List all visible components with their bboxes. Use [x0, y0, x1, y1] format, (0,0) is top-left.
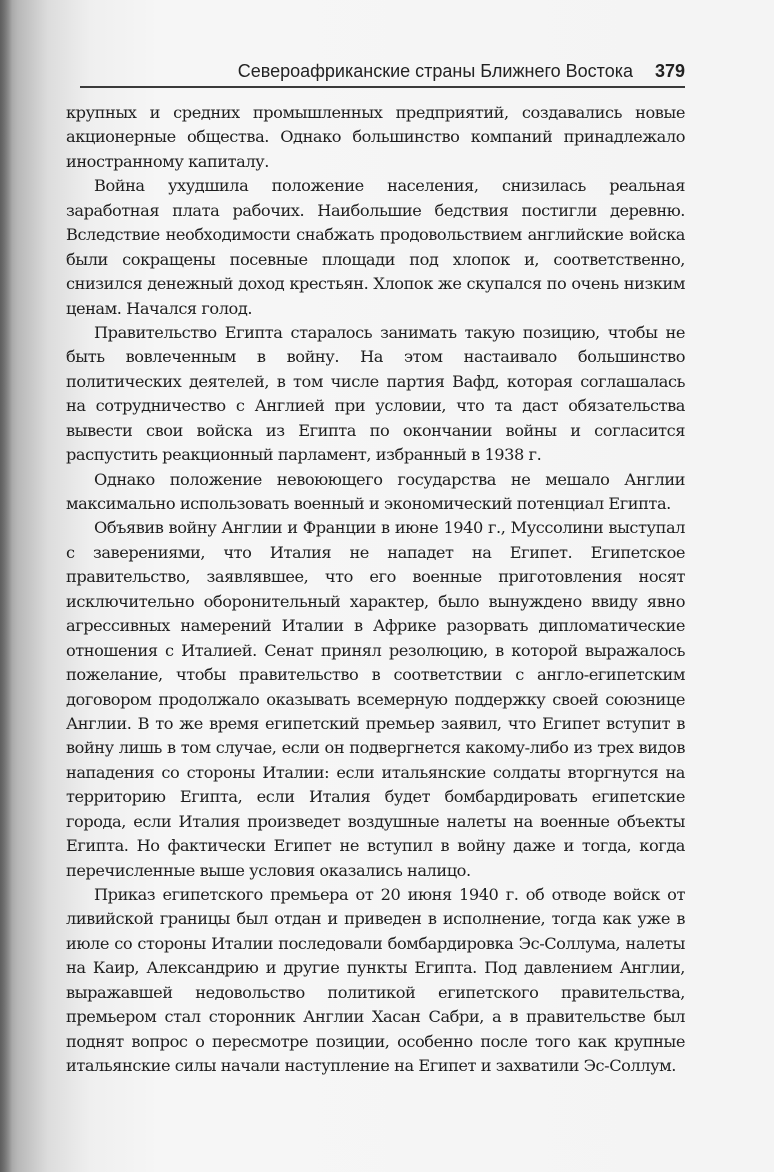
- running-header-title: Североафриканские страны Ближнего Востока: [237, 61, 633, 81]
- paragraph: Однако положение невоюющего государства не мешало Англии максимально использовать военный и экономический потенциал Египта.: [66, 469, 685, 513]
- paragraph: Приказ египетского премьера от 20 июня 1940 г. об отводе войск от ливийской границы был отдан и приведен в исполнение, тогда как уже в июле со стороны Италии последовали бомбардировка Эс-Соллума, налеты на Каир, Александрию и другие пункты Египта. Под давлением Англии, выражавшей недовольство политикой египетского правительства, премьером стал сторонник Англии Хасан Сабри, а в правительстве был поднят вопрос о пересмотре позиции, особенно после того как крупные итальянские силы начали наступление на Египет и захватили Эс-Соллум.: [66, 885, 685, 1076]
- paragraph: Объявив войну Англии и Франции в июне 1940 г., Муссолини выступал с заверениями, что Италия не нападет на Египет. Египетское правительство, заявлявшее, что его военные приготовления носят исключительно оборонительный характер, было вынуждено ввиду явно агрессивных намерений Италии в Африке разорвать дипломатические отношения с Италией. Сенат принял резолюцию, в которой выражалось пожелание, чтобы правительство в соответствии с англо-египетским договором продолжало оказывать всемерную поддержку своей союзнице Англии. В то же время египетский премьер заявил, что Египет вступит в войну лишь в том случае, если он подвергнется какому-либо из трех видов нападения со стороны Италии: если итальянские солдаты вторгнутся на территорию Египта, если Италия будет бомбардировать египетские города, если Италия произведет воздушные налеты на военные объекты Египта. Но фактически Египет не вступил в войну даже и тогда, когда перечисленные выше условия оказались налицо.: [66, 518, 685, 880]
- paragraph: Правительство Египта старалось занимать такую позицию, чтобы не быть вовлеченным в войну. На этом настаивало большинство политических деятелей, в том числе партия Вафд, которая соглашалась на сотрудничество с Англией при условии, что та даст обязательства вывести свои войска из Египта по окончании войны и согласится распустить реакционный парламент, избранный в 1938 г.: [66, 322, 685, 465]
- paragraph: Война ухудшила положение населения, снизилась реальная заработная плата рабочих. Наибольшие бедствия постигли деревню. Вследствие необходимости снабжать продовольствием английские войска были сокращены посевные площади под хлопок и, соответственно, снизился денежный доход крестьян. Хлопок же скупался по очень низким ценам. Начался голод.: [66, 176, 685, 318]
- paragraph: крупных и средних промышленных предприятий, создавались новые акционерные общества. Однако большинство компаний принадлежало иностранному капиталу.: [66, 103, 685, 171]
- body-text: [66, 101, 685, 1079]
- page-number: 379: [654, 61, 685, 81]
- binding-shadow: [0, 0, 12, 1172]
- running-header: [80, 52, 685, 88]
